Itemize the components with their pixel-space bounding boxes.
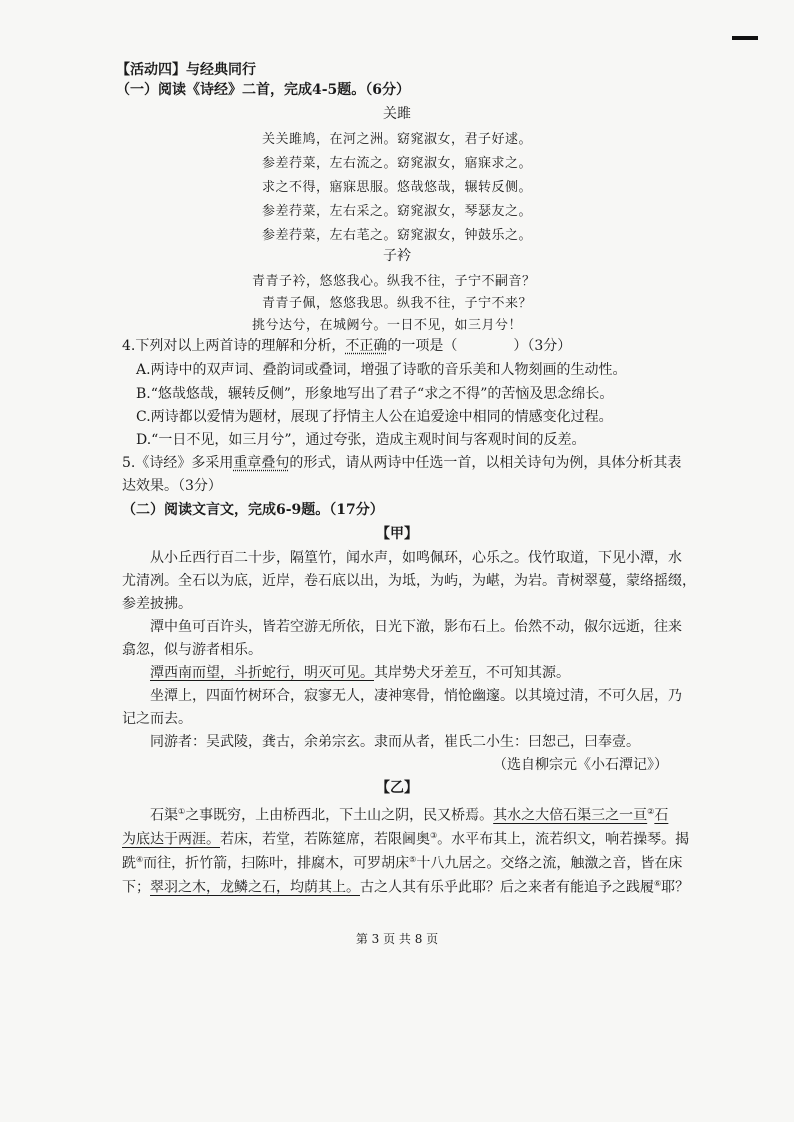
yi-text: 之事既穷，上由桥西北，下土山之阴，民又桥焉。 — [185, 807, 494, 824]
yi-line — [150, 802, 668, 826]
yi-title: 【乙】 — [376, 780, 418, 796]
yi-text: 耶？ — [661, 879, 690, 896]
jia-paragraph-line — [150, 663, 570, 683]
section-two-heading: （二）阅读文言文，完成6-9题。（17分） — [122, 502, 384, 518]
footnote-marker: ② — [647, 807, 655, 816]
yi-text: 而往，折竹箭，扫陈叶，排腐木，可罗胡床 — [143, 855, 410, 872]
yi-underlined: 石 — [654, 807, 669, 824]
jia-underlined-sentence: 潭西南而望，斗折蛇行，明灭可见。 — [150, 665, 374, 681]
poem1-line: 关关雎鸠，在河之洲。窈窕淑女，君子好逑。 — [262, 132, 533, 147]
jia-title: 【甲】 — [376, 526, 418, 542]
jia-paragraph-line: 记之而去。 — [122, 711, 192, 727]
question-4-stem — [122, 336, 571, 356]
footnote-marker: ④ — [136, 855, 144, 864]
activity-heading: 【活动四】与经典同行 — [116, 62, 256, 78]
poem2-line: 青青子衿，悠悠我心。纵我不往，子宁不嗣音？ — [252, 274, 536, 289]
q4-option-a: A.两诗中的双声词、叠韵词或叠词，增强了诗歌的音乐美和人物刻画的生动性。 — [136, 362, 627, 378]
q4-stem-part: ）（3分） — [513, 338, 572, 354]
q4-option-c: C.两诗都以爱情为题材，展现了抒情主人公在追爱途中相同的情感变化过程。 — [136, 409, 613, 425]
q4-option-d: D.“一日不见，如三月兮”，通过夸张，造成主观时间与客观时间的反差。 — [136, 432, 586, 448]
q5-emphasis: 重章叠句 — [233, 455, 290, 471]
yi-text: 古之人其有乐乎此耶？后之来者有能追予之践履 — [360, 879, 654, 896]
poem2-line: 挑兮达兮，在城阙兮。一日不见，如三月兮！ — [252, 318, 523, 333]
yi-text: 若床，若堂，若陈筵席，若限阃奥 — [220, 831, 430, 848]
q4-emphasis: 不正确 — [345, 338, 388, 354]
poem1-title: 关雎 — [383, 106, 411, 122]
question-5-stem — [122, 453, 681, 473]
yi-line — [122, 874, 689, 898]
q4-stem-part: 4.下列对以上两首诗的理解和分析， — [122, 338, 346, 354]
section-one-heading: （一）阅读《诗经》二首，完成4-5题。（6分） — [116, 82, 411, 98]
jia-paragraph-line: 翕忽，似与游者相乐。 — [122, 642, 262, 658]
jia-text: 其岸势犬牙差互，不可知其源。 — [374, 665, 570, 681]
yi-text: 下； — [122, 879, 150, 896]
poem2-title: 子衿 — [383, 248, 411, 264]
poem1-line: 参差荇菜，左右芼之。窈窕淑女，钟鼓乐之。 — [262, 228, 533, 243]
yi-underlined: 翠羽之木，龙鳞之石，均荫其上。 — [150, 879, 360, 896]
yi-underlined: 为底达于两涯。 — [122, 831, 220, 848]
jia-paragraph-line: 参差披拂。 — [122, 596, 192, 612]
yi-underlined: 其水之大倍石渠三之一亘 — [493, 807, 648, 824]
footnote-marker: ③ — [430, 831, 438, 840]
yi-text: 。水平布其上，流若织文，响若操琴。揭 — [437, 831, 690, 848]
page-footer: 第 3 页 共 8 页 — [355, 932, 439, 946]
poem2-line: 青青子佩，悠悠我思。纵我不往，子宁不来？ — [262, 296, 533, 311]
yi-text: 跣 — [122, 855, 136, 872]
q5-part: 的形式，请从两诗中任选一首，以相关诗句为例，具体分析其表 — [289, 455, 682, 471]
footnote-marker: ① — [178, 807, 186, 816]
q5-part: 5.《诗经》多采用 — [122, 455, 234, 471]
footnote-marker: ⑤ — [409, 855, 417, 864]
footnote-marker: ⑥ — [654, 879, 662, 888]
corner-mark — [732, 36, 758, 40]
poem1-line: 求之不得，寤寐思服。悠哉悠哉，辗转反侧。 — [262, 180, 533, 195]
jia-paragraph-line: 潭中鱼可百许头，皆若空游无所依，日光下澈，影布石上。佁然不动，俶尔远逝，往来 — [150, 619, 682, 635]
jia-paragraph-line: 坐潭上，四面竹树环合，寂寥无人，凄神寒骨，悄怆幽邃。以其境过清，不可久居，乃 — [150, 688, 682, 704]
q4-option-b: B.“悠哉悠哉，辗转反侧”，形象地写出了君子“求之不得”的苦恼及思念绵长。 — [136, 386, 614, 402]
question-5-stem-cont: 达效果。（3分） — [122, 478, 222, 494]
q4-stem-part: 的一项是（ — [387, 338, 458, 354]
yi-text: 十八九居之。交络之流，触激之音，皆在床 — [416, 855, 683, 872]
yi-text: 石渠 — [150, 807, 178, 824]
poem1-line: 参差荇菜，左右流之。窈窕淑女，寤寐求之。 — [262, 156, 533, 171]
jia-source: （选自柳宗元《小石潭记》） — [493, 757, 668, 773]
poem1-line: 参差荇菜，左右采之。窈窕淑女，琴瑟友之。 — [262, 204, 533, 219]
yi-line — [122, 826, 689, 850]
jia-paragraph-line: 从小丘西行百二十步，隔篁竹，闻水声，如鸣佩环，心乐之。伐竹取道，下见小潭，水 — [150, 550, 682, 566]
yi-line — [122, 850, 682, 874]
jia-paragraph-line: 同游者：吴武陵，龚古，余弟宗玄。隶而从者，崔氏二小生：曰恕己，曰奉壹。 — [150, 734, 640, 750]
jia-paragraph-line: 尤清冽。全石以为底，近岸，卷石底以出，为坻，为屿，为嵁，为岩。青树翠蔓，蒙络摇缀， — [122, 573, 696, 589]
